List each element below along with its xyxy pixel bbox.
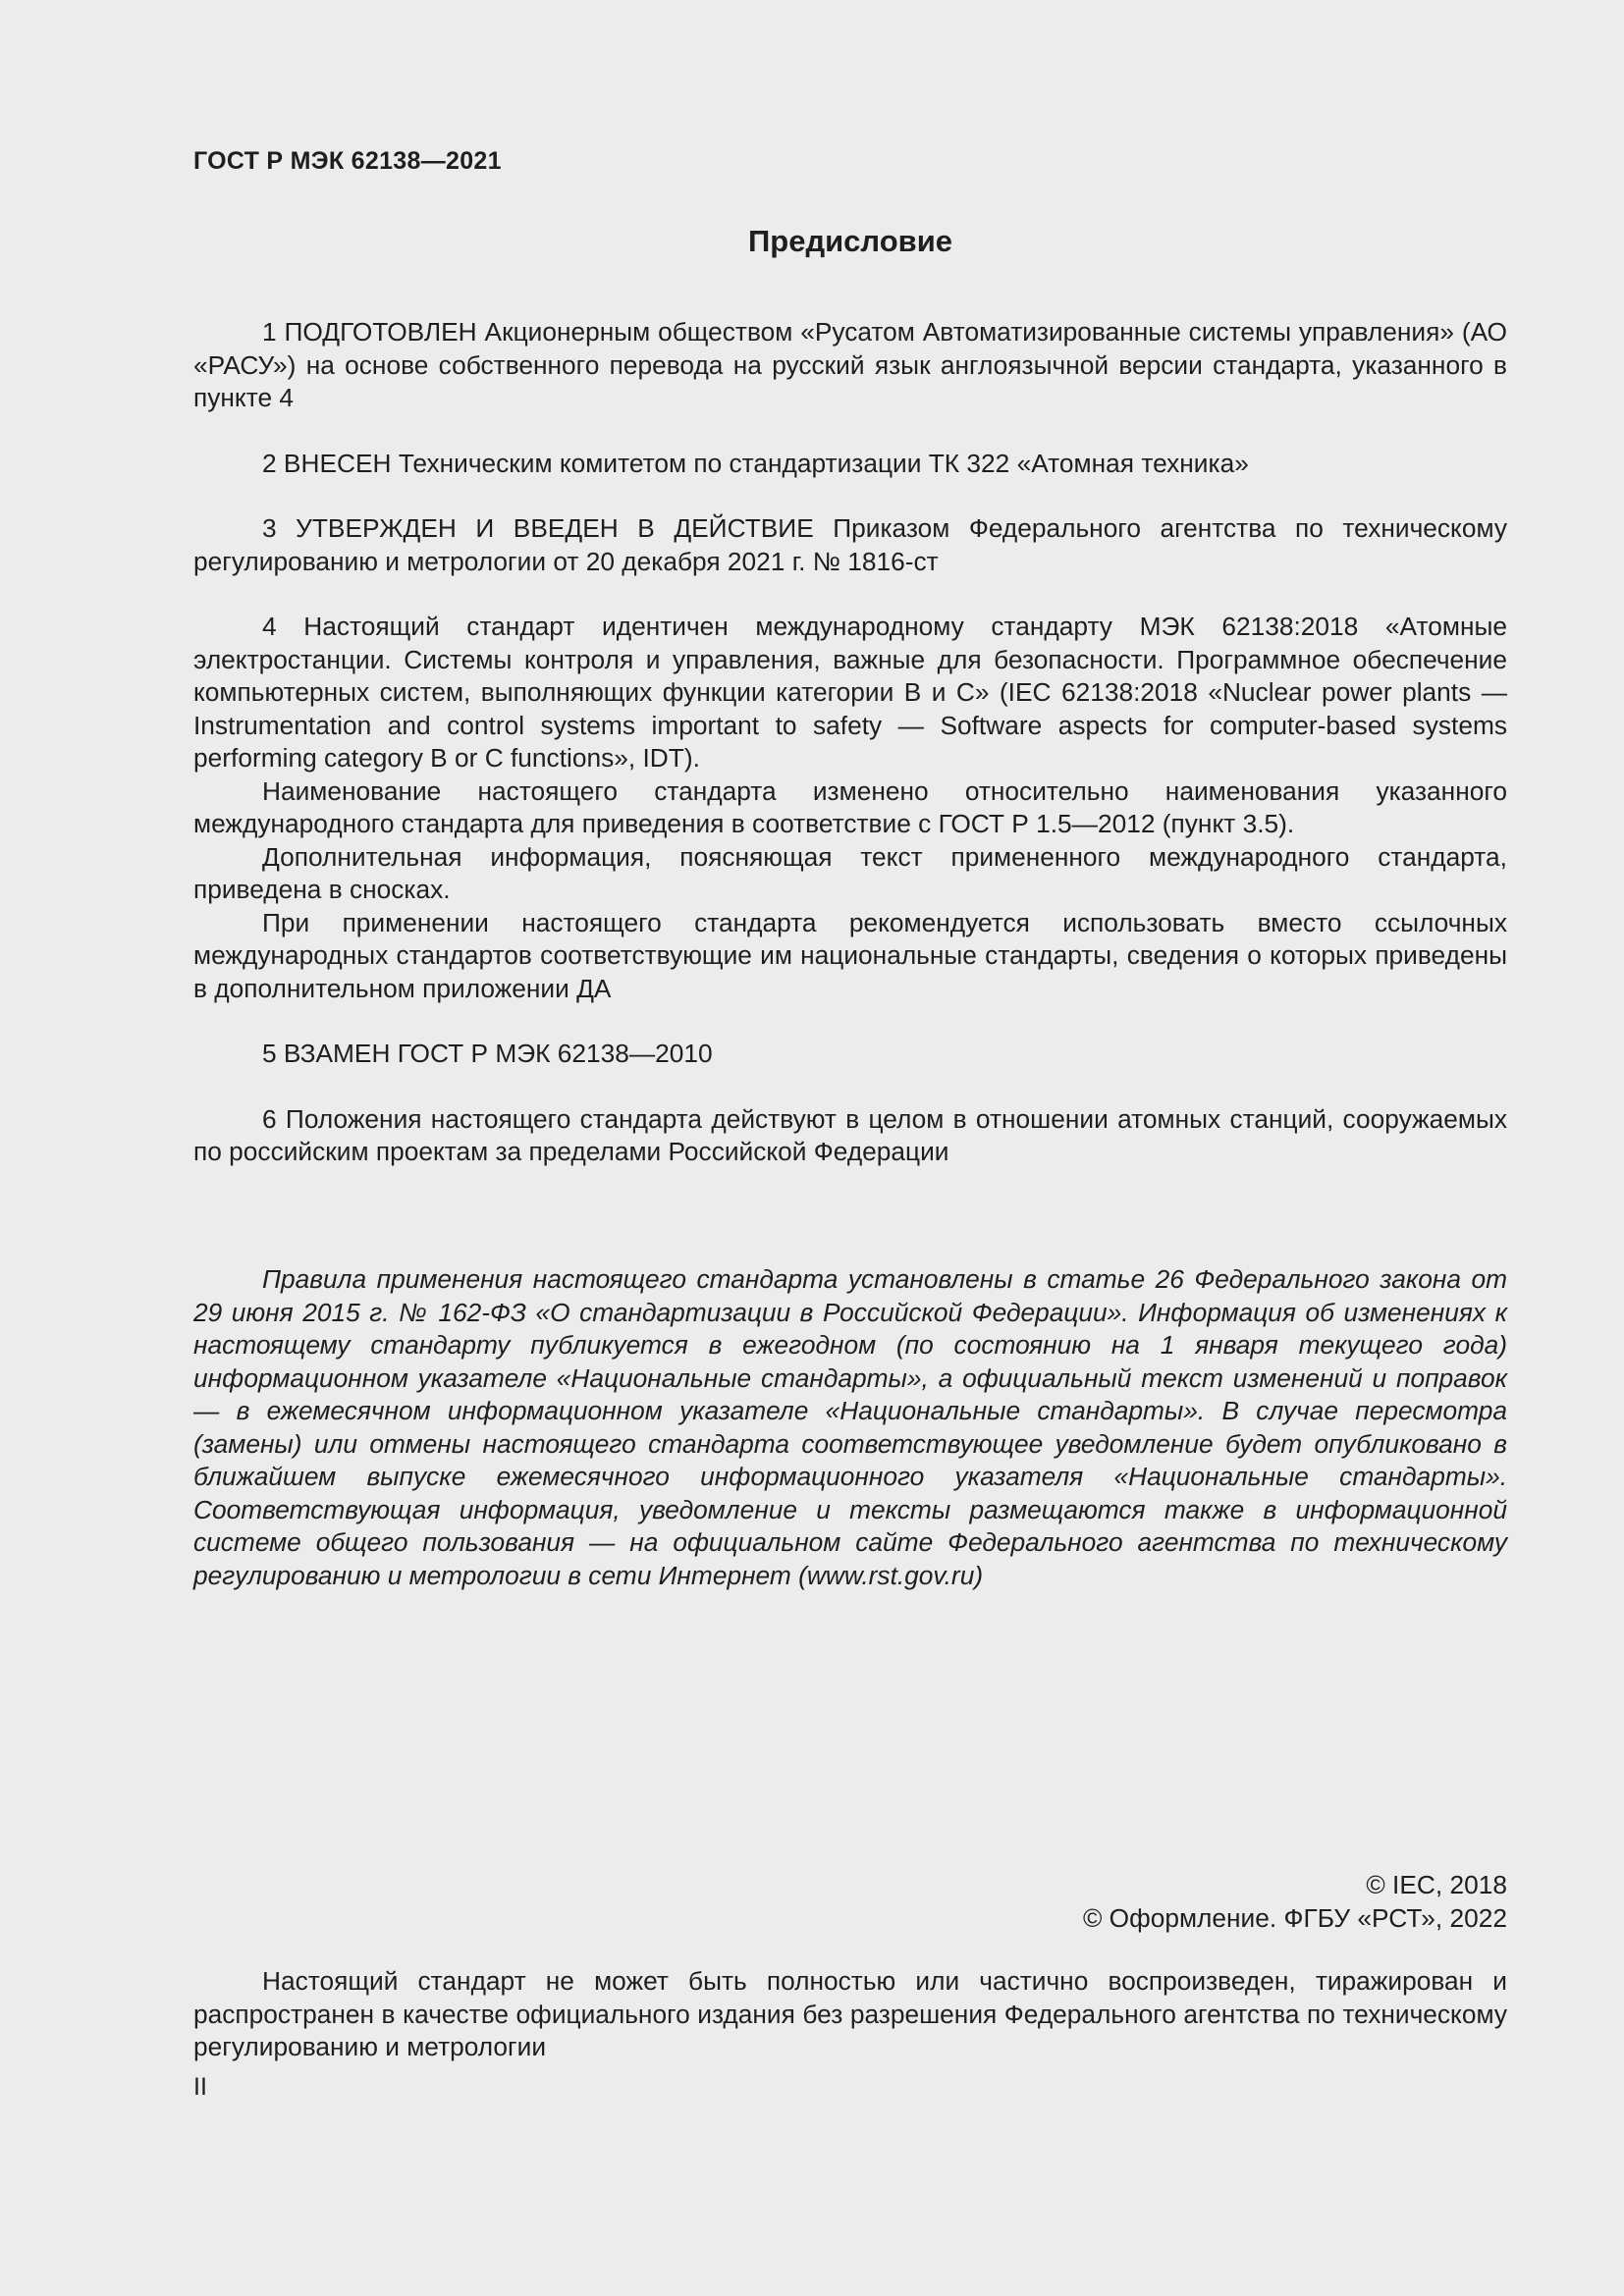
paragraph-footnotes-info: Дополнительная информация, поясняющая текст примененного международного стандарта, приведена в сносках. bbox=[193, 841, 1507, 904]
page-number: II bbox=[193, 2073, 207, 2101]
paragraph-application-scope: 6 Положения настоящего стандарта действуют в целом в отношении атомных станций, сооружаемых по российским проектам за пределами Российской Федерации bbox=[193, 1103, 1507, 1166]
application-rules-notice bbox=[193, 1263, 1507, 1592]
paragraph-identical-standard: 4 Настоящий стандарт идентичен международному стандарту МЭК 62138:2018 «Атомные электростанции. Системы контроля и управления, важные для безопасности. Программное обеспечение компьютерных систем, выполняющих функции категории В и С» (IEC 62138:2018 «Nuclear power plants — Instrumentation and control systems important to safety — Software aspects for computer-based systems performing category B or C functions», IDT). bbox=[193, 612, 1507, 773]
paragraph-name-changed: Наименование настоящего стандарта изменено относительно наименования указанного международного стандарта для приведения в соответствие с ГОСТ Р 1.5—2012 (пункт 3.5). bbox=[193, 775, 1507, 838]
paragraph-prepared-by: 1 ПОДГОТОВЛЕН Акционерным обществом «Русатом Автоматизированные системы управления» (АО «РАСУ») на основе собственного перевода на русский язык англоязычной версии стандарта, указанного в пункте 4 bbox=[193, 317, 1507, 412]
reproduction-notice bbox=[193, 1965, 1507, 2064]
notice-text: Правила применения настоящего стандарта установлены в статье 26 Федерального закона от 29 июня 2015 г. № 162-ФЗ «О стандартизации в Российской Федерации». Информация об изменениях к настоящему стандарту публикуется в ежегодном (по состоянию на 1 января текущего года) информационном указателе «Национальные стандарты», а официальный текст изменений и поправок — в ежемесячном информационном указателе «Национальные стандарты». В случае пересмотра (замены) или отмены настоящего стандарта соответствующее уведомление будет опубликовано в ближайшем выпуске ежемесячного информационного указателя «Национальные стандарты». Соответствующая информация, уведомление и тексты размещаются также в информационной системе общего пользования — на официальном сайте Федерального агентства по техническому регулированию и метрологии в сети Интернет (www.rst.gov.ru) bbox=[193, 1264, 1507, 1590]
paragraph-replaces: 5 ВЗАМЕН ГОСТ Р МЭК 62138—2010 bbox=[262, 1039, 713, 1068]
copyright-iec: © IEC, 2018 bbox=[1366, 1870, 1507, 1899]
paragraph-approved: 3 УТВЕРЖДЕН И ВВЕДЕН В ДЕЙСТВИЕ Приказом Федерального агентства по техническому регулированию и метрологии от 20 декабря 2021 г. № 1816-ст bbox=[193, 513, 1507, 576]
copyright-design: © Оформление. ФГБУ «РСТ», 2022 bbox=[1082, 1903, 1507, 1933]
paragraph-national-standards: При применении настоящего стандарта рекомендуется использовать вместо ссылочных международных стандартов соответствующие им национальные стандарты, сведения о которых приведены в дополнительном приложении ДА bbox=[193, 907, 1507, 1003]
page-title: Предисловие bbox=[747, 224, 952, 258]
reproduction-notice-text: Настоящий стандарт не может быть полностью или частично воспроизведен, тиражирован и распространен в качестве официального издания без разрешения Федерального агентства по техническому регулированию и метрологии bbox=[193, 1966, 1507, 2061]
foreword-body bbox=[193, 316, 1507, 1169]
document-code-header: ГОСТ Р МЭК 62138—2021 bbox=[193, 147, 502, 175]
copyright-block bbox=[193, 1868, 1507, 1935]
paragraph-introduced-by: 2 ВНЕСЕН Техническим комитетом по стандартизации ТК 322 «Атомная техника» bbox=[262, 448, 1249, 478]
